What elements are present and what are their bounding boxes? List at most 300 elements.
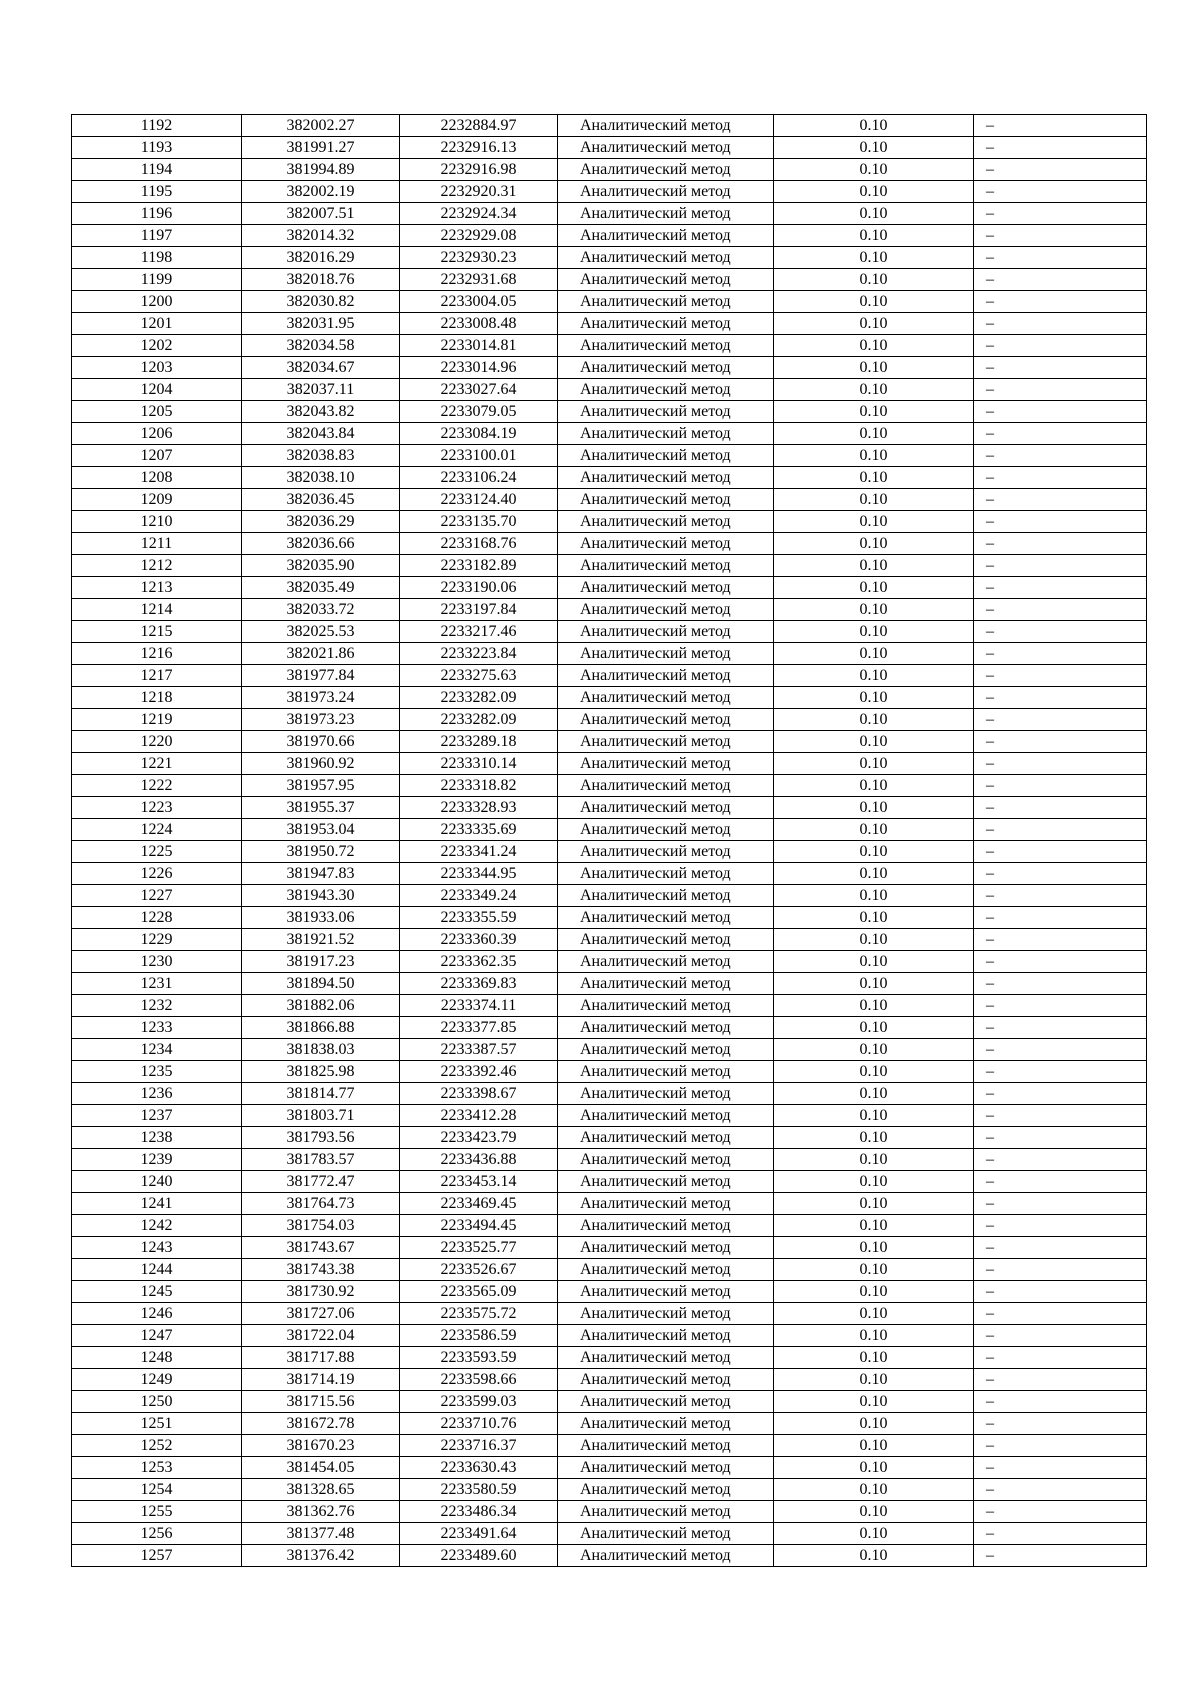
y-coordinate-cell: 2233489.60 <box>400 1545 558 1567</box>
method-cell: Аналитический метод <box>558 951 774 973</box>
method-cell: Аналитический метод <box>558 1215 774 1237</box>
point-number-cell: 1226 <box>72 863 242 885</box>
method-cell: Аналитический метод <box>558 445 774 467</box>
note-cell: – <box>974 665 1147 687</box>
y-coordinate-cell: 2232930.23 <box>400 247 558 269</box>
y-coordinate-cell: 2233282.09 <box>400 687 558 709</box>
table-row <box>72 1259 1147 1281</box>
x-coordinate-cell: 382034.58 <box>242 335 400 357</box>
table-row <box>72 1303 1147 1325</box>
note-cell: – <box>974 1391 1147 1413</box>
note-cell: – <box>974 1347 1147 1369</box>
method-cell: Аналитический метод <box>558 797 774 819</box>
y-coordinate-cell: 2233217.46 <box>400 621 558 643</box>
point-number-cell: 1235 <box>72 1061 242 1083</box>
point-number-cell: 1247 <box>72 1325 242 1347</box>
accuracy-cell: 0.10 <box>774 1127 974 1149</box>
accuracy-cell: 0.10 <box>774 1369 974 1391</box>
table-row <box>72 313 1147 335</box>
y-coordinate-cell: 2233310.14 <box>400 753 558 775</box>
note-cell: – <box>974 379 1147 401</box>
x-coordinate-cell: 381715.56 <box>242 1391 400 1413</box>
note-cell: – <box>974 115 1147 137</box>
accuracy-cell: 0.10 <box>774 555 974 577</box>
table-row <box>72 533 1147 555</box>
point-number-cell: 1257 <box>72 1545 242 1567</box>
table-row <box>72 467 1147 489</box>
y-coordinate-cell: 2233360.39 <box>400 929 558 951</box>
table-row <box>72 599 1147 621</box>
point-number-cell: 1215 <box>72 621 242 643</box>
table-row <box>72 335 1147 357</box>
method-cell: Аналитический метод <box>558 203 774 225</box>
x-coordinate-cell: 382035.49 <box>242 577 400 599</box>
x-coordinate-cell: 382030.82 <box>242 291 400 313</box>
accuracy-cell: 0.10 <box>774 467 974 489</box>
y-coordinate-cell: 2233344.95 <box>400 863 558 885</box>
point-number-cell: 1222 <box>72 775 242 797</box>
method-cell: Аналитический метод <box>558 599 774 621</box>
table-row <box>72 643 1147 665</box>
y-coordinate-cell: 2233275.63 <box>400 665 558 687</box>
point-number-cell: 1230 <box>72 951 242 973</box>
accuracy-cell: 0.10 <box>774 335 974 357</box>
point-number-cell: 1238 <box>72 1127 242 1149</box>
y-coordinate-cell: 2232931.68 <box>400 269 558 291</box>
table-row <box>72 423 1147 445</box>
y-coordinate-cell: 2233423.79 <box>400 1127 558 1149</box>
note-cell: – <box>974 621 1147 643</box>
note-cell: – <box>974 357 1147 379</box>
point-number-cell: 1217 <box>72 665 242 687</box>
method-cell: Аналитический метод <box>558 643 774 665</box>
note-cell: – <box>974 1413 1147 1435</box>
x-coordinate-cell: 382031.95 <box>242 313 400 335</box>
method-cell: Аналитический метод <box>558 1325 774 1347</box>
point-number-cell: 1236 <box>72 1083 242 1105</box>
note-cell: – <box>974 643 1147 665</box>
x-coordinate-cell: 382007.51 <box>242 203 400 225</box>
x-coordinate-cell: 381973.23 <box>242 709 400 731</box>
point-number-cell: 1234 <box>72 1039 242 1061</box>
x-coordinate-cell: 382021.86 <box>242 643 400 665</box>
method-cell: Аналитический метод <box>558 863 774 885</box>
x-coordinate-cell: 381917.23 <box>242 951 400 973</box>
accuracy-cell: 0.10 <box>774 1083 974 1105</box>
note-cell: – <box>974 313 1147 335</box>
table-row <box>72 511 1147 533</box>
table-row <box>72 1479 1147 1501</box>
table-row <box>72 929 1147 951</box>
accuracy-cell: 0.10 <box>774 511 974 533</box>
method-cell: Аналитический метод <box>558 115 774 137</box>
method-cell: Аналитический метод <box>558 1193 774 1215</box>
point-number-cell: 1212 <box>72 555 242 577</box>
table-row <box>72 1369 1147 1391</box>
y-coordinate-cell: 2233491.64 <box>400 1523 558 1545</box>
method-cell: Аналитический метод <box>558 181 774 203</box>
note-cell: – <box>974 401 1147 423</box>
note-cell: – <box>974 753 1147 775</box>
note-cell: – <box>974 445 1147 467</box>
table-row <box>72 555 1147 577</box>
point-number-cell: 1223 <box>72 797 242 819</box>
y-coordinate-cell: 2233014.81 <box>400 335 558 357</box>
point-number-cell: 1242 <box>72 1215 242 1237</box>
point-number-cell: 1194 <box>72 159 242 181</box>
method-cell: Аналитический метод <box>558 1391 774 1413</box>
point-number-cell: 1244 <box>72 1259 242 1281</box>
point-number-cell: 1210 <box>72 511 242 533</box>
table-row <box>72 863 1147 885</box>
table-row <box>72 1501 1147 1523</box>
y-coordinate-cell: 2233412.28 <box>400 1105 558 1127</box>
note-cell: – <box>974 709 1147 731</box>
y-coordinate-cell: 2233469.45 <box>400 1193 558 1215</box>
y-coordinate-cell: 2233168.76 <box>400 533 558 555</box>
method-cell: Аналитический метод <box>558 1171 774 1193</box>
note-cell: – <box>974 1523 1147 1545</box>
table-row <box>72 907 1147 929</box>
x-coordinate-cell: 382018.76 <box>242 269 400 291</box>
x-coordinate-cell: 382036.45 <box>242 489 400 511</box>
accuracy-cell: 0.10 <box>774 951 974 973</box>
table-row <box>72 797 1147 819</box>
x-coordinate-cell: 381783.57 <box>242 1149 400 1171</box>
y-coordinate-cell: 2232929.08 <box>400 225 558 247</box>
table-row <box>72 1171 1147 1193</box>
point-number-cell: 1231 <box>72 973 242 995</box>
x-coordinate-cell: 382034.67 <box>242 357 400 379</box>
accuracy-cell: 0.10 <box>774 929 974 951</box>
accuracy-cell: 0.10 <box>774 1171 974 1193</box>
table-row <box>72 709 1147 731</box>
accuracy-cell: 0.10 <box>774 907 974 929</box>
note-cell: – <box>974 225 1147 247</box>
y-coordinate-cell: 2233494.45 <box>400 1215 558 1237</box>
point-number-cell: 1202 <box>72 335 242 357</box>
table-row <box>72 753 1147 775</box>
method-cell: Аналитический метод <box>558 995 774 1017</box>
accuracy-cell: 0.10 <box>774 1523 974 1545</box>
accuracy-cell: 0.10 <box>774 181 974 203</box>
method-cell: Аналитический метод <box>558 1281 774 1303</box>
y-coordinate-cell: 2233027.64 <box>400 379 558 401</box>
accuracy-cell: 0.10 <box>774 1149 974 1171</box>
table-row <box>72 687 1147 709</box>
method-cell: Аналитический метод <box>558 137 774 159</box>
method-cell: Аналитический метод <box>558 753 774 775</box>
note-cell: – <box>974 1039 1147 1061</box>
note-cell: – <box>974 533 1147 555</box>
y-coordinate-cell: 2232920.31 <box>400 181 558 203</box>
point-number-cell: 1251 <box>72 1413 242 1435</box>
table-row <box>72 401 1147 423</box>
y-coordinate-cell: 2233014.96 <box>400 357 558 379</box>
point-number-cell: 1211 <box>72 533 242 555</box>
x-coordinate-cell: 382002.27 <box>242 115 400 137</box>
note-cell: – <box>974 863 1147 885</box>
x-coordinate-cell: 382002.19 <box>242 181 400 203</box>
method-cell: Аналитический метод <box>558 709 774 731</box>
table-row <box>72 885 1147 907</box>
method-cell: Аналитический метод <box>558 1127 774 1149</box>
y-coordinate-cell: 2233398.67 <box>400 1083 558 1105</box>
point-number-cell: 1220 <box>72 731 242 753</box>
x-coordinate-cell: 381970.66 <box>242 731 400 753</box>
x-coordinate-cell: 381803.71 <box>242 1105 400 1127</box>
accuracy-cell: 0.10 <box>774 489 974 511</box>
y-coordinate-cell: 2233387.57 <box>400 1039 558 1061</box>
note-cell: – <box>974 687 1147 709</box>
point-number-cell: 1216 <box>72 643 242 665</box>
x-coordinate-cell: 381943.30 <box>242 885 400 907</box>
note-cell: – <box>974 159 1147 181</box>
y-coordinate-cell: 2232884.97 <box>400 115 558 137</box>
x-coordinate-cell: 381933.06 <box>242 907 400 929</box>
method-cell: Аналитический метод <box>558 291 774 313</box>
point-number-cell: 1219 <box>72 709 242 731</box>
note-cell: – <box>974 1215 1147 1237</box>
note-cell: – <box>974 1061 1147 1083</box>
x-coordinate-cell: 381722.04 <box>242 1325 400 1347</box>
x-coordinate-cell: 381947.83 <box>242 863 400 885</box>
x-coordinate-cell: 381362.76 <box>242 1501 400 1523</box>
note-cell: – <box>974 819 1147 841</box>
accuracy-cell: 0.10 <box>774 775 974 797</box>
point-number-cell: 1241 <box>72 1193 242 1215</box>
accuracy-cell: 0.10 <box>774 709 974 731</box>
note-cell: – <box>974 1105 1147 1127</box>
method-cell: Аналитический метод <box>558 1435 774 1457</box>
method-cell: Аналитический метод <box>558 269 774 291</box>
note-cell: – <box>974 555 1147 577</box>
table-row <box>72 1457 1147 1479</box>
x-coordinate-cell: 382036.29 <box>242 511 400 533</box>
accuracy-cell: 0.10 <box>774 1501 974 1523</box>
note-cell: – <box>974 907 1147 929</box>
point-number-cell: 1201 <box>72 313 242 335</box>
point-number-cell: 1195 <box>72 181 242 203</box>
point-number-cell: 1256 <box>72 1523 242 1545</box>
table-row <box>72 819 1147 841</box>
method-cell: Аналитический метод <box>558 401 774 423</box>
note-cell: – <box>974 577 1147 599</box>
x-coordinate-cell: 382025.53 <box>242 621 400 643</box>
method-cell: Аналитический метод <box>558 775 774 797</box>
method-cell: Аналитический метод <box>558 1017 774 1039</box>
x-coordinate-cell: 381825.98 <box>242 1061 400 1083</box>
method-cell: Аналитический метод <box>558 1083 774 1105</box>
x-coordinate-cell: 381376.42 <box>242 1545 400 1567</box>
accuracy-cell: 0.10 <box>774 753 974 775</box>
point-number-cell: 1232 <box>72 995 242 1017</box>
y-coordinate-cell: 2233079.05 <box>400 401 558 423</box>
method-cell: Аналитический метод <box>558 819 774 841</box>
table-row <box>72 269 1147 291</box>
note-cell: – <box>974 797 1147 819</box>
x-coordinate-cell: 381953.04 <box>242 819 400 841</box>
point-number-cell: 1233 <box>72 1017 242 1039</box>
y-coordinate-cell: 2233349.24 <box>400 885 558 907</box>
y-coordinate-cell: 2233710.76 <box>400 1413 558 1435</box>
x-coordinate-cell: 381950.72 <box>242 841 400 863</box>
accuracy-cell: 0.10 <box>774 731 974 753</box>
table-row <box>72 621 1147 643</box>
x-coordinate-cell: 381730.92 <box>242 1281 400 1303</box>
note-cell: – <box>974 1237 1147 1259</box>
y-coordinate-cell: 2233486.34 <box>400 1501 558 1523</box>
point-number-cell: 1209 <box>72 489 242 511</box>
x-coordinate-cell: 381894.50 <box>242 973 400 995</box>
y-coordinate-cell: 2233106.24 <box>400 467 558 489</box>
accuracy-cell: 0.10 <box>774 665 974 687</box>
note-cell: – <box>974 467 1147 489</box>
accuracy-cell: 0.10 <box>774 1061 974 1083</box>
note-cell: – <box>974 269 1147 291</box>
note-cell: – <box>974 423 1147 445</box>
x-coordinate-cell: 382033.72 <box>242 599 400 621</box>
point-number-cell: 1237 <box>72 1105 242 1127</box>
accuracy-cell: 0.10 <box>774 445 974 467</box>
accuracy-cell: 0.10 <box>774 1017 974 1039</box>
accuracy-cell: 0.10 <box>774 1479 974 1501</box>
accuracy-cell: 0.10 <box>774 357 974 379</box>
table-row <box>72 1017 1147 1039</box>
y-coordinate-cell: 2233190.06 <box>400 577 558 599</box>
accuracy-cell: 0.10 <box>774 1105 974 1127</box>
note-cell: – <box>974 181 1147 203</box>
y-coordinate-cell: 2233100.01 <box>400 445 558 467</box>
table-row <box>72 1237 1147 1259</box>
y-coordinate-cell: 2233282.09 <box>400 709 558 731</box>
y-coordinate-cell: 2232924.34 <box>400 203 558 225</box>
table-row <box>72 291 1147 313</box>
y-coordinate-cell: 2233328.93 <box>400 797 558 819</box>
table-row <box>72 973 1147 995</box>
note-cell: – <box>974 1171 1147 1193</box>
method-cell: Аналитический метод <box>558 1457 774 1479</box>
method-cell: Аналитический метод <box>558 555 774 577</box>
note-cell: – <box>974 1457 1147 1479</box>
point-number-cell: 1229 <box>72 929 242 951</box>
note-cell: – <box>974 775 1147 797</box>
x-coordinate-cell: 381727.06 <box>242 1303 400 1325</box>
table-row <box>72 1083 1147 1105</box>
y-coordinate-cell: 2233374.11 <box>400 995 558 1017</box>
note-cell: – <box>974 137 1147 159</box>
point-number-cell: 1218 <box>72 687 242 709</box>
table-row <box>72 247 1147 269</box>
x-coordinate-cell: 381991.27 <box>242 137 400 159</box>
table-row <box>72 1413 1147 1435</box>
accuracy-cell: 0.10 <box>774 863 974 885</box>
table-row <box>72 1325 1147 1347</box>
y-coordinate-cell: 2233124.40 <box>400 489 558 511</box>
point-number-cell: 1213 <box>72 577 242 599</box>
point-number-cell: 1248 <box>72 1347 242 1369</box>
y-coordinate-cell: 2233453.14 <box>400 1171 558 1193</box>
x-coordinate-cell: 382038.83 <box>242 445 400 467</box>
note-cell: – <box>974 247 1147 269</box>
note-cell: – <box>974 489 1147 511</box>
y-coordinate-cell: 2233355.59 <box>400 907 558 929</box>
table-row <box>72 1149 1147 1171</box>
note-cell: – <box>974 1479 1147 1501</box>
x-coordinate-cell: 382043.82 <box>242 401 400 423</box>
accuracy-cell: 0.10 <box>774 687 974 709</box>
accuracy-cell: 0.10 <box>774 1435 974 1457</box>
x-coordinate-cell: 381977.84 <box>242 665 400 687</box>
method-cell: Аналитический метод <box>558 841 774 863</box>
method-cell: Аналитический метод <box>558 467 774 489</box>
x-coordinate-cell: 381764.73 <box>242 1193 400 1215</box>
point-number-cell: 1207 <box>72 445 242 467</box>
accuracy-cell: 0.10 <box>774 1259 974 1281</box>
point-number-cell: 1254 <box>72 1479 242 1501</box>
point-number-cell: 1197 <box>72 225 242 247</box>
method-cell: Аналитический метод <box>558 973 774 995</box>
x-coordinate-cell: 381994.89 <box>242 159 400 181</box>
table-row <box>72 1215 1147 1237</box>
accuracy-cell: 0.10 <box>774 599 974 621</box>
point-number-cell: 1240 <box>72 1171 242 1193</box>
y-coordinate-cell: 2233008.48 <box>400 313 558 335</box>
accuracy-cell: 0.10 <box>774 225 974 247</box>
note-cell: – <box>974 335 1147 357</box>
note-cell: – <box>974 1545 1147 1567</box>
method-cell: Аналитический метод <box>558 1413 774 1435</box>
table-row <box>72 1545 1147 1567</box>
y-coordinate-cell: 2233392.46 <box>400 1061 558 1083</box>
method-cell: Аналитический метод <box>558 1303 774 1325</box>
y-coordinate-cell: 2233716.37 <box>400 1435 558 1457</box>
note-cell: – <box>974 1149 1147 1171</box>
method-cell: Аналитический метод <box>558 621 774 643</box>
x-coordinate-cell: 381955.37 <box>242 797 400 819</box>
point-number-cell: 1200 <box>72 291 242 313</box>
accuracy-cell: 0.10 <box>774 643 974 665</box>
x-coordinate-cell: 381454.05 <box>242 1457 400 1479</box>
method-cell: Аналитический метод <box>558 159 774 181</box>
x-coordinate-cell: 382043.84 <box>242 423 400 445</box>
x-coordinate-cell: 381957.95 <box>242 775 400 797</box>
accuracy-cell: 0.10 <box>774 137 974 159</box>
method-cell: Аналитический метод <box>558 1545 774 1567</box>
x-coordinate-cell: 381754.03 <box>242 1215 400 1237</box>
note-cell: – <box>974 1083 1147 1105</box>
accuracy-cell: 0.10 <box>774 1545 974 1567</box>
table-row <box>72 1193 1147 1215</box>
point-number-cell: 1246 <box>72 1303 242 1325</box>
y-coordinate-cell: 2233630.43 <box>400 1457 558 1479</box>
table-row <box>72 665 1147 687</box>
y-coordinate-cell: 2233341.24 <box>400 841 558 863</box>
x-coordinate-cell: 382036.66 <box>242 533 400 555</box>
method-cell: Аналитический метод <box>558 225 774 247</box>
point-number-cell: 1249 <box>72 1369 242 1391</box>
method-cell: Аналитический метод <box>558 1523 774 1545</box>
point-number-cell: 1208 <box>72 467 242 489</box>
point-number-cell: 1245 <box>72 1281 242 1303</box>
accuracy-cell: 0.10 <box>774 247 974 269</box>
note-cell: – <box>974 511 1147 533</box>
note-cell: – <box>974 929 1147 951</box>
accuracy-cell: 0.10 <box>774 1039 974 1061</box>
note-cell: – <box>974 951 1147 973</box>
x-coordinate-cell: 382016.29 <box>242 247 400 269</box>
method-cell: Аналитический метод <box>558 885 774 907</box>
